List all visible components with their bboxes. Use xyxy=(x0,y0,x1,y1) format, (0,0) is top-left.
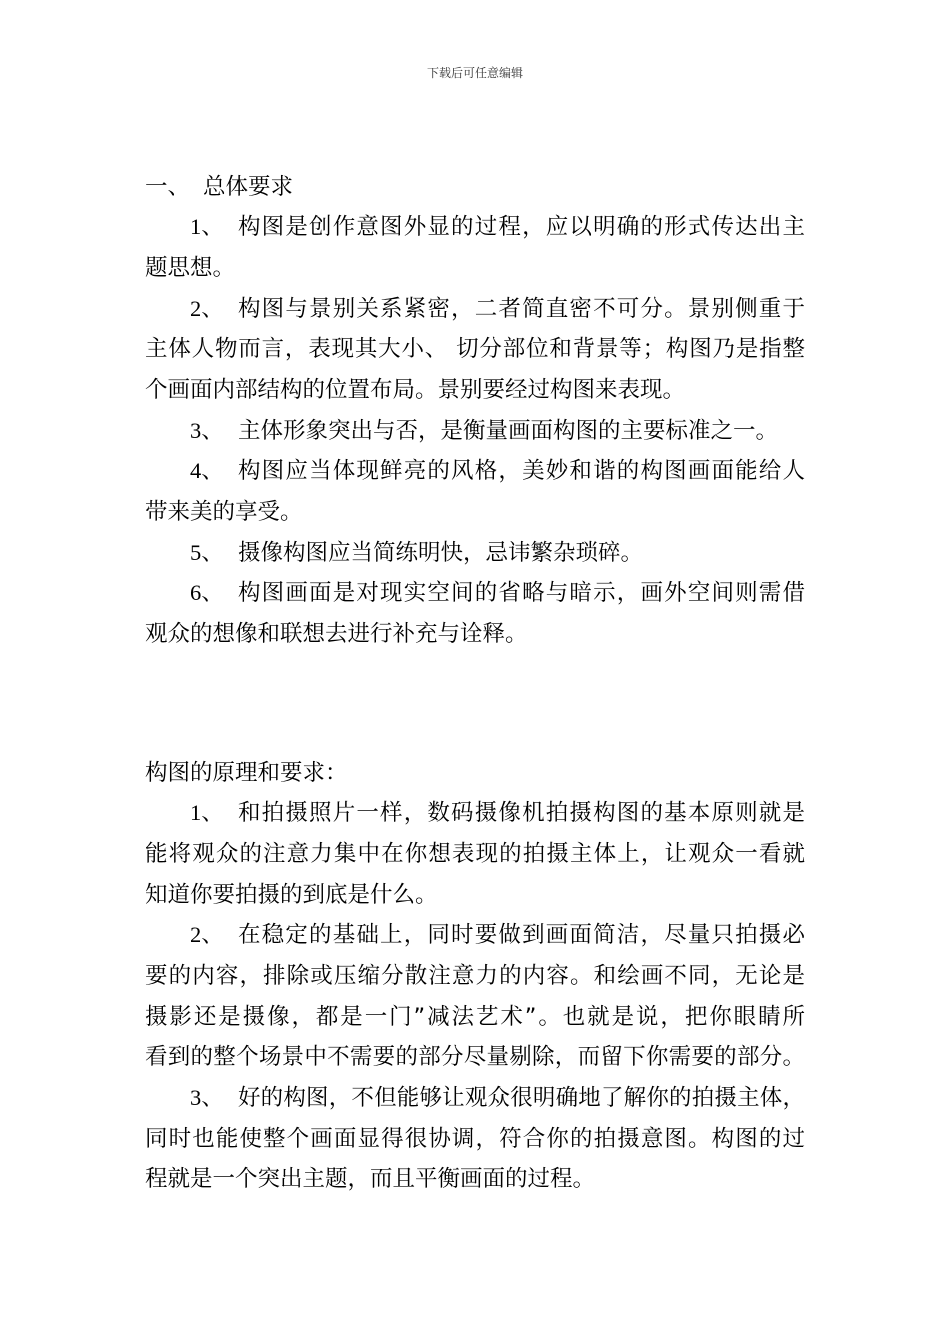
list-item-first-line xyxy=(145,1078,805,1119)
list-item-text: 要的内容，排除或压缩分散注意力的内容。和绘画不同，无论是 xyxy=(145,962,805,989)
list-item-text: 构图与景别关系紧密，二者简直密不可分。景别侧重于 xyxy=(238,295,805,322)
list-item-number: 1、 xyxy=(190,214,224,240)
list-item-first-line xyxy=(145,411,805,452)
list-item xyxy=(145,915,805,1078)
list-item-first-line xyxy=(145,915,805,956)
list-item-number: 4、 xyxy=(190,458,224,484)
list-item-number: 1、 xyxy=(190,800,224,826)
list-item xyxy=(145,533,805,574)
section-composition-principles xyxy=(145,753,805,1201)
list-item-first-line xyxy=(145,451,805,492)
list-item-text: 和拍摄照片一样，数码摄像机拍摄构图的基本原则就是 xyxy=(238,800,805,827)
list-item-text: 带来美的享受。 xyxy=(145,499,303,525)
list-item-number: 2、 xyxy=(190,922,224,948)
list-item xyxy=(145,1078,805,1200)
section-heading-title: 总体要求 xyxy=(203,173,294,200)
section-general-requirements xyxy=(145,167,805,655)
list-item xyxy=(145,793,805,915)
page-header: 下载后可任意编辑 xyxy=(426,66,523,80)
section-heading: 构图的原理和要求： xyxy=(145,759,348,786)
list-item xyxy=(145,451,805,532)
list-item-number: 6、 xyxy=(190,580,224,606)
list-item-text: 摄像构图应当简练明快，忌讳繁杂琐碎。 xyxy=(238,539,644,566)
list-item-text: 摄影还是摄像，都是一门”减法艺术”。也就是说，把你眼睛所 xyxy=(145,1003,805,1030)
list-item-text: 构图应当体现鲜亮的风格，美妙和谐的构图画面能给人 xyxy=(238,458,805,485)
list-item-first-line xyxy=(145,793,805,834)
list-item xyxy=(145,289,805,411)
list-item-text: 构图是创作意图外显的过程，应以明确的形式传达出主 xyxy=(238,214,805,241)
list-item-text: 能将观众的注意力集中在你想表现的拍摄主体上，让观众一看就 xyxy=(145,840,805,867)
list-item-text: 程就是一个突出主题，而且平衡画面的过程。 xyxy=(145,1166,596,1193)
list-item-text: 看到的整个场景中不需要的部分尽量剔除，而留下你需要的部分。 xyxy=(145,1044,805,1071)
list-item-text: 主体形象突出与否，是衡量画面构图的主要标准之一。 xyxy=(238,417,779,444)
section-heading-number: 一、 xyxy=(145,173,191,200)
list-item-text: 构图画面是对现实空间的省略与暗示，画外空间则需借 xyxy=(238,580,805,607)
section-heading xyxy=(145,167,805,208)
list-item-text: 个画面内部结构的位置布局。景别要经过构图来表现。 xyxy=(145,376,686,403)
list-item-text: 知道你要拍摄的到底是什么。 xyxy=(145,881,438,908)
list-item-first-line xyxy=(145,533,805,574)
list-item-text: 观众的想像和联想去进行补充与诠释。 xyxy=(145,621,528,648)
list-item-text: 同时也能使整个画面显得很协调，符合你的拍摄意图。构图的过 xyxy=(145,1125,805,1152)
list-item-text: 在稳定的基础上，同时要做到画面简洁，尽量只拍摄必 xyxy=(238,922,805,949)
list-item-text: 主体人物而言，表现其大小、 切分部位和背景等；构图乃是指整 xyxy=(145,336,805,363)
list-item xyxy=(145,573,805,654)
list-item xyxy=(145,207,805,288)
list-item-number: 3、 xyxy=(190,417,224,443)
list-item-number: 5、 xyxy=(190,539,224,565)
list-item xyxy=(145,411,805,452)
list-item-number: 3、 xyxy=(190,1085,224,1110)
list-item-first-line xyxy=(145,573,805,614)
list-item-number: 2、 xyxy=(190,295,224,321)
list-item-text: 题思想。 xyxy=(145,254,236,281)
list-item-first-line xyxy=(145,207,805,248)
list-item-text: 好的构图，不但能够让观众很明确地了解你的拍摄主体， xyxy=(238,1085,805,1111)
list-item-first-line xyxy=(145,289,805,330)
